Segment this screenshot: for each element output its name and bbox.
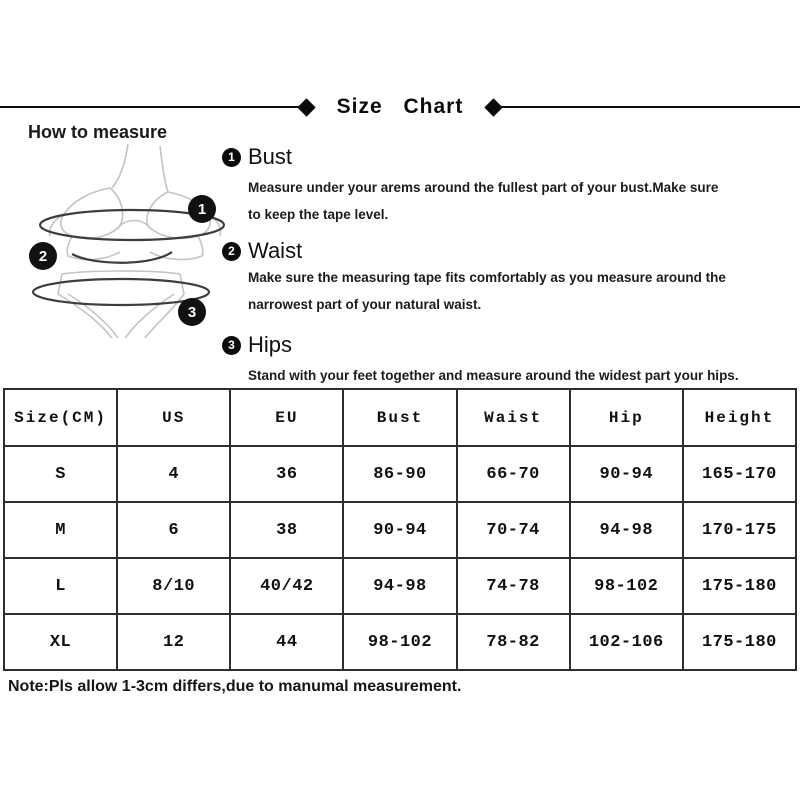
cell-bust: 94-98: [343, 558, 456, 614]
col-header-bust: Bust: [343, 389, 456, 446]
diamond-icon-right: [485, 98, 503, 116]
marker-1: 1: [197, 201, 207, 218]
size-table-header-row: [4, 389, 796, 446]
cell-height: 175-180: [683, 614, 796, 670]
cell-us: 6: [117, 502, 230, 558]
bullet-2-icon: 2: [222, 242, 241, 261]
cell-hip: 102-106: [570, 614, 683, 670]
cell-hip: 94-98: [570, 502, 683, 558]
cell-size: XL: [4, 614, 117, 670]
col-header-us: US: [117, 389, 230, 446]
section-waist: [222, 238, 788, 318]
how-to-measure-heading: How to measure: [28, 122, 168, 142]
page-title: Size Chart: [336, 95, 464, 118]
section-waist-text: [248, 264, 788, 318]
section-hips-title: Hips: [248, 332, 293, 357]
size-table: [3, 388, 797, 671]
table-row-l: [4, 558, 796, 614]
cell-eu: 44: [230, 614, 343, 670]
waist-line-1: Make sure the measuring tape fits comfortably as you measure around the: [248, 270, 726, 285]
section-hips: [222, 332, 788, 389]
table-row-s: [4, 446, 796, 502]
measurement-note: Note:Pls allow 1-3cm differs,due to manumal measurement.: [8, 678, 462, 695]
table-row-m: [4, 502, 796, 558]
section-bust-title: Bust: [248, 144, 293, 169]
section-hips-text: [248, 362, 788, 389]
bust-line-1: Measure under your arems around the fullest part of your bust.Make sure: [248, 180, 719, 195]
cell-height: 165-170: [683, 446, 796, 502]
cell-waist: 70-74: [457, 502, 570, 558]
bust-line-2: to keep the tape level.: [248, 207, 389, 222]
cell-size: L: [4, 558, 117, 614]
hips-line-1: Stand with your feet together and measure around the widest part your hips.: [248, 368, 739, 383]
cell-hip: 90-94: [570, 446, 683, 502]
cell-us: 4: [117, 446, 230, 502]
title-rule-right: [498, 106, 800, 108]
cell-bust: 86-90: [343, 446, 456, 502]
section-bust-text: [248, 174, 788, 228]
measure-instructions: [222, 144, 788, 399]
bullet-1-icon: 1: [222, 148, 241, 167]
cell-size: M: [4, 502, 117, 558]
waist-line-2: narrowest part of your natural waist.: [248, 297, 482, 312]
cell-eu: 36: [230, 446, 343, 502]
bikini-measure-illustration: [10, 142, 230, 338]
col-header-height: Height: [683, 389, 796, 446]
section-bust: [222, 144, 788, 228]
col-header-eu: EU: [230, 389, 343, 446]
cell-hip: 98-102: [570, 558, 683, 614]
col-header-hip: Hip: [570, 389, 683, 446]
cell-waist: 66-70: [457, 446, 570, 502]
marker-2: 2: [38, 248, 48, 265]
cell-height: 170-175: [683, 502, 796, 558]
cell-bust: 90-94: [343, 502, 456, 558]
table-row-xl: [4, 614, 796, 670]
cell-waist: 74-78: [457, 558, 570, 614]
bullet-3-icon: 3: [222, 336, 241, 355]
marker-3: 3: [187, 304, 197, 321]
col-header-waist: Waist: [457, 389, 570, 446]
cell-eu: 40/42: [230, 558, 343, 614]
cell-eu: 38: [230, 502, 343, 558]
cell-height: 175-180: [683, 558, 796, 614]
cell-us: 12: [117, 614, 230, 670]
cell-waist: 78-82: [457, 614, 570, 670]
cell-us: 8/10: [117, 558, 230, 614]
title-rule-left: [0, 106, 302, 108]
cell-size: S: [4, 446, 117, 502]
diamond-icon-left: [297, 98, 315, 116]
section-waist-title: Waist: [248, 238, 303, 263]
cell-bust: 98-102: [343, 614, 456, 670]
title-rule-row: [0, 92, 800, 122]
col-header-size: Size(CM): [4, 389, 117, 446]
